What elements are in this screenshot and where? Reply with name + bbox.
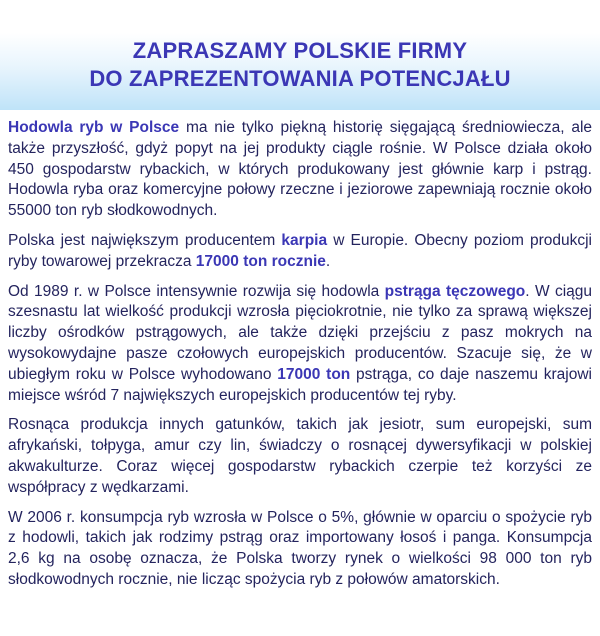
- paragraph-carp-production: [8, 231, 592, 273]
- paragraph-fish-farming-intro: [8, 118, 592, 222]
- paragraph-text: w Europie. Obecny poziom produkcji ryby towarowej przekracza: [8, 231, 592, 270]
- paragraph-trout-farming: [8, 282, 592, 407]
- page-title-line-1: ZAPRASZAMY POLSKIE FIRMY: [132, 38, 468, 63]
- paragraph-text: pstrąga, co daje naszemu krajowi miejsce wśród 7 największych europejskich producentów tej ryby.: [8, 365, 592, 404]
- emphasis-trout-tonnage: 17000 ton: [277, 365, 351, 383]
- paragraph-fish-consumption: W 2006 r. konsumpcja ryb wzrosła w Polsce o 5%, głównie w oparciu o spożycie ryb z hodowli, takich jak rodzimy pstrąg oraz importowany łosoś i panga. Konsumpcja 2,6 kg na osobę oznacza, że Polska tworzy rynek o wielkości 98 000 ton ryb słodkowodnych rocznie, nie licząc spożycia ryb z połowów amatorskich.: [8, 508, 592, 588]
- article-body: [0, 110, 600, 591]
- paragraph-text: .: [325, 252, 331, 270]
- page-title-line-2: DO ZAPREZENTOWANIA POTENCJAŁU: [89, 66, 511, 91]
- paragraph-text: ma nie tylko piękną historię sięgającą średniowiecza, ale także przyszłość, gdyż popyt na jej produkty ciągle rośnie. W Polsce działa około 450 gospodarstw rybackich, w których produkowany jest głównie karp i pstrąg. Hodowla ryba oraz komercyjne połowy rzeczne i jeziorowe zapewniają rocznie około 55000 ton ryb słodkowodnych.: [8, 119, 593, 220]
- paragraph-text: . W ciągu szesnastu lat wielkość produkcji wzrosła pięciokrotnie, nie tylko za sprawą większej liczby ośrodków pstrągowych, ale także dzięki przejściu z pasz mokrych na wysokowydajne pasze czołowych europejskich producentów. Szacuje się, że w ubiegłym roku w Polsce wyhodowano: [8, 282, 593, 383]
- paragraph-text: Polska jest największym producentem: [8, 231, 282, 249]
- page-header: [0, 0, 600, 110]
- emphasis-fish-farming-in-poland: Hodowla ryb w Polsce: [8, 119, 180, 136]
- emphasis-rainbow-trout: pstrąga tęczowego: [384, 282, 526, 300]
- emphasis-annual-tonnage: 17000 ton rocznie: [195, 252, 326, 270]
- paragraph-text: Od 1989 r. w Polsce intensywnie rozwija się hodowla: [8, 282, 385, 300]
- emphasis-carp: karpia: [281, 231, 328, 249]
- paragraph-species-diversification: Rosnąca produkcja innych gatunków, takich jak jesiotr, sum europejski, sum afrykański, tołpyga, amur czy lin, świadczy o rosnącej dywersyfikacji w polskiej akwakulturze. Coraz więcej gospodarstw rybackich czerpie też korzyści ze współpracy z wędkarzami.: [8, 416, 592, 496]
